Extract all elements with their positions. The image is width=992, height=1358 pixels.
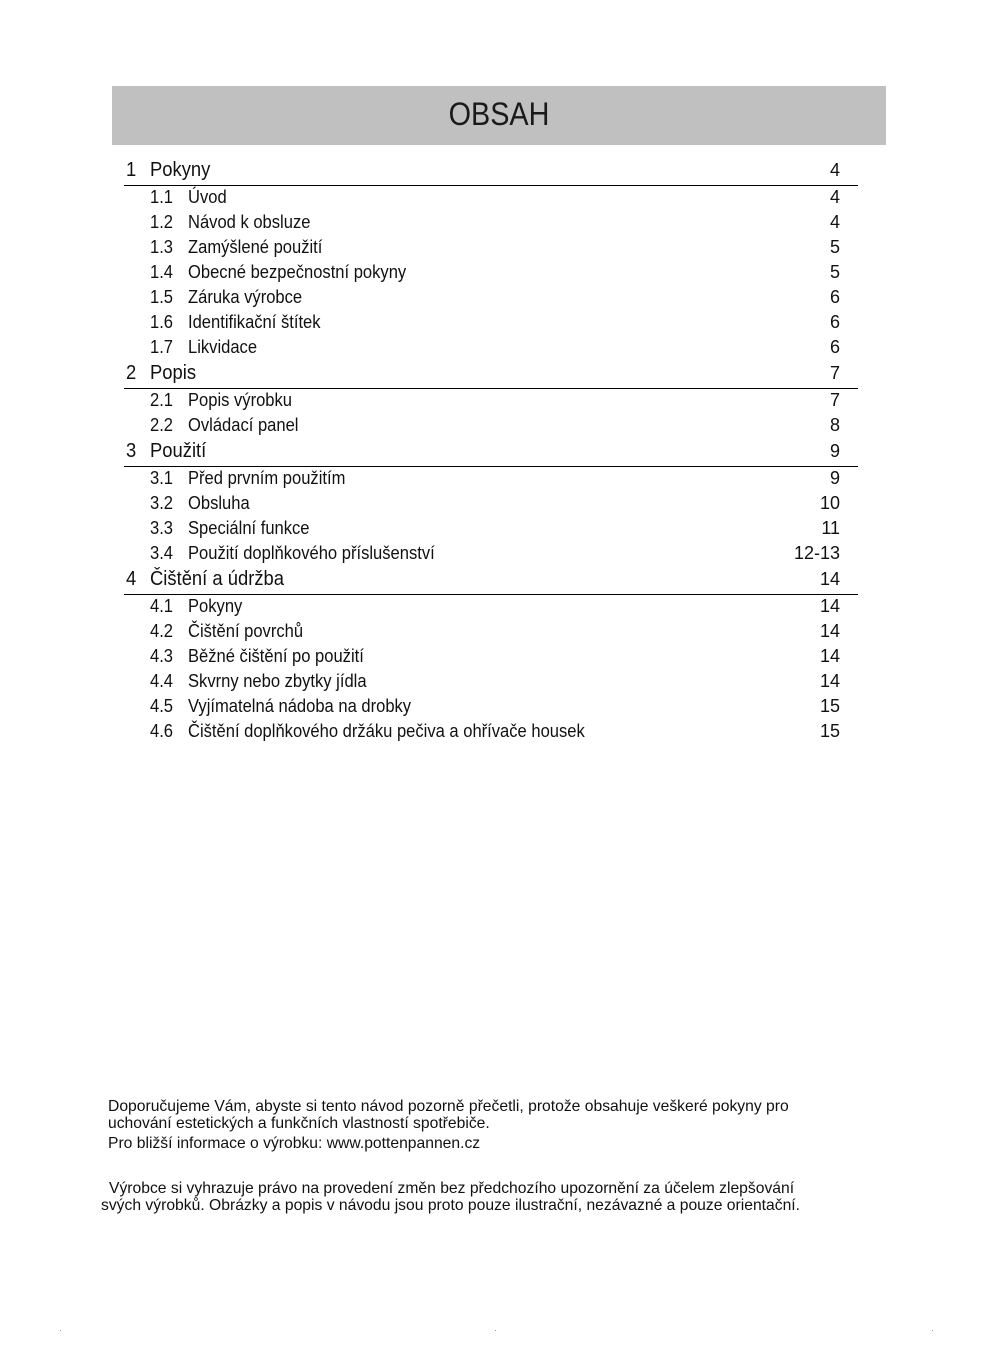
- section-title: Pokyny: [150, 159, 211, 181]
- section-title: Čištění a údržba: [150, 568, 284, 590]
- section-number: 4: [126, 568, 137, 590]
- page-number: 9: [829, 441, 840, 461]
- item-title: Záruka výrobce: [188, 287, 303, 307]
- page-number: 5: [829, 237, 840, 257]
- item-title: Vyjímatelná nádoba na drobky: [188, 696, 412, 716]
- toc-section-4[interactable]: [0, 567, 992, 591]
- item-number: 3.1: [150, 468, 174, 488]
- item-number: 4.5: [150, 696, 174, 716]
- page-title: OBSAH: [448, 96, 550, 132]
- recommend-line-2: uchování estetických a funkčních vlastností spotřebiče.: [108, 1115, 490, 1132]
- item-number: 1.3: [150, 237, 174, 257]
- toc-item[interactable]: [0, 413, 992, 437]
- toc-section-2[interactable]: [0, 361, 992, 385]
- item-number: 4.2: [150, 621, 174, 641]
- page-number: 6: [829, 287, 840, 307]
- item-title: Popis výrobku: [188, 390, 293, 410]
- item-number: 4.3: [150, 646, 174, 666]
- page-number: 15: [819, 721, 840, 741]
- page-mark: [60, 1330, 61, 1331]
- item-number: 3.4: [150, 543, 174, 563]
- item-number: 3.2: [150, 493, 174, 513]
- page-number: 12-13: [793, 543, 840, 563]
- page-number: 9: [829, 468, 840, 488]
- item-number: 1.2: [150, 212, 174, 232]
- toc-item[interactable]: [0, 235, 992, 259]
- item-number: 2.1: [150, 390, 174, 410]
- page-number: 10: [819, 493, 840, 513]
- title-band: [112, 86, 886, 145]
- item-title: Obsluha: [188, 493, 250, 513]
- toc-item[interactable]: [0, 644, 992, 668]
- item-title: Skvrny nebo zbytky jídla: [188, 671, 367, 691]
- toc-item[interactable]: [0, 694, 992, 718]
- disclaimer-line-2: svých výrobků. Obrázky a popis v návodu jsou proto pouze ilustrační, nezávazné a pouze orientační.: [101, 1197, 801, 1214]
- item-title: Běžné čištění po použití: [188, 646, 364, 666]
- item-number: 1.1: [150, 187, 174, 207]
- page-number: 14: [819, 646, 840, 666]
- page-number: 8: [829, 415, 840, 435]
- page-number: 6: [829, 312, 840, 332]
- toc-item[interactable]: [0, 619, 992, 643]
- item-number: 1.4: [150, 262, 174, 282]
- toc-item[interactable]: [0, 310, 992, 334]
- page-mark: [495, 1330, 496, 1331]
- section-number: 2: [126, 362, 137, 384]
- page-number: 7: [829, 390, 840, 410]
- section-title: Popis: [150, 362, 197, 384]
- item-number: 4.1: [150, 596, 174, 616]
- item-number: 4.4: [150, 671, 174, 691]
- page-number: 14: [819, 596, 840, 616]
- item-title: Ovládací panel: [188, 415, 299, 435]
- item-number: 1.5: [150, 287, 174, 307]
- page-number: 11: [821, 518, 840, 538]
- disclaimer-line-1: Výrobce si vyhrazuje právo na provedení změn bez předchozího upozornění za účelem zlepšování: [109, 1180, 795, 1197]
- page-number: 4: [829, 160, 840, 180]
- item-title: Úvod: [188, 187, 227, 207]
- toc-section-3[interactable]: [0, 439, 992, 463]
- toc-section-1[interactable]: [0, 158, 992, 182]
- item-number: 3.3: [150, 518, 174, 538]
- page-number: 4: [829, 212, 840, 232]
- section-number: 3: [126, 440, 137, 462]
- toc-item[interactable]: [0, 541, 992, 565]
- page-mark: [932, 1330, 933, 1331]
- item-title: Použití doplňkového příslušenství: [188, 543, 435, 563]
- item-title: Identifikační štítek: [188, 312, 321, 332]
- toc-item[interactable]: [0, 185, 992, 209]
- toc-item[interactable]: [0, 466, 992, 490]
- toc-item[interactable]: [0, 516, 992, 540]
- toc-item[interactable]: [0, 335, 992, 359]
- section-number: 1: [126, 159, 137, 181]
- item-number: 4.6: [150, 721, 174, 741]
- toc-item[interactable]: [0, 388, 992, 412]
- page-number: 14: [819, 621, 840, 641]
- item-number: 1.7: [150, 337, 174, 357]
- toc-item[interactable]: [0, 260, 992, 284]
- page-number: 4: [829, 187, 840, 207]
- toc-item[interactable]: [0, 210, 992, 234]
- item-title: Zamýšlené použití: [188, 237, 323, 257]
- page-number: 15: [819, 696, 840, 716]
- item-number: 2.2: [150, 415, 174, 435]
- page-number: 7: [829, 363, 840, 383]
- section-title: Použití: [150, 440, 207, 462]
- item-title: Před prvním použitím: [188, 468, 346, 488]
- toc-item[interactable]: [0, 594, 992, 618]
- page-number: 5: [829, 262, 840, 282]
- toc-item[interactable]: [0, 285, 992, 309]
- item-number: 1.6: [150, 312, 174, 332]
- toc-item[interactable]: [0, 669, 992, 693]
- page-number: 14: [819, 569, 840, 589]
- toc-item[interactable]: [0, 719, 992, 743]
- item-title: Obecné bezpečnostní pokyny: [188, 262, 407, 282]
- item-title: Čištění povrchů: [188, 621, 304, 641]
- item-title: Speciální funkce: [188, 518, 310, 538]
- page-number: 14: [819, 671, 840, 691]
- page-number: 6: [829, 337, 840, 357]
- item-title: Likvidace: [188, 337, 258, 357]
- toc-item[interactable]: [0, 491, 992, 515]
- recommend-line-1: Doporučujeme Vám, abyste si tento návod pozorně přečetli, protože obsahuje veškeré pokyny pro: [108, 1098, 789, 1115]
- item-title: Návod k obsluze: [188, 212, 311, 232]
- item-title: Pokyny: [188, 596, 243, 616]
- item-title: Čištění doplňkového držáku pečiva a ohřívače housek: [188, 721, 585, 741]
- product-info: Pro bližší informace o výrobku: www.pottenpannen.cz: [108, 1135, 481, 1152]
